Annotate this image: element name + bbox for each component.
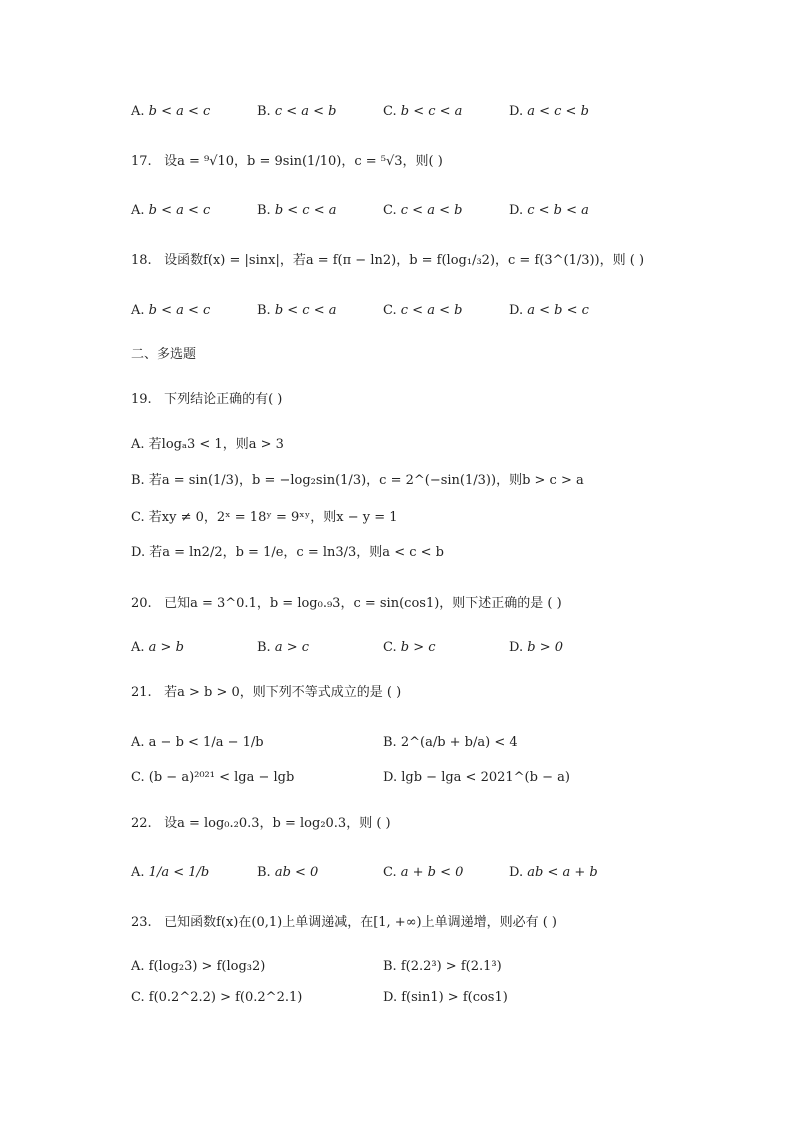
q23-option-b[interactable]: B. f(2.2³) > f(2.1³) <box>383 959 502 974</box>
q21-option-a[interactable]: A. a − b < 1/a − 1/b <box>131 735 264 750</box>
q22-stem: 22. 设a = log₀.₂0.3，b = log₂0.3，则 ( ) <box>131 816 391 831</box>
q17-stem: 17. 设a = ⁹√10，b = 9sin(1/10)，c = ⁵√3，则( ) <box>131 154 443 169</box>
q21-stem: 21. 若a > b > 0，则下列不等式成立的是 ( ) <box>131 685 402 700</box>
q18-option-b[interactable]: B. b < c < a <box>257 303 337 318</box>
q17-option-c[interactable]: C. c < a < b <box>383 203 463 218</box>
q17-option-d[interactable]: D. c < b < a <box>509 203 589 218</box>
q22-option-b[interactable]: B. ab < 0 <box>257 865 319 880</box>
q19-option-d[interactable]: D. 若a = ln2/2，b = 1/e，c = ln3/3，则a < c < b <box>131 545 444 560</box>
q16-option-d[interactable]: D. a < c < b <box>509 104 589 119</box>
q19-option-b[interactable]: B. 若a = sin(1/3)，b = −log₂sin(1/3)，c = 2^(−sin(1/3))，则b > c > a <box>131 473 584 488</box>
q20-option-b[interactable]: B. a > c <box>257 640 310 655</box>
q16-option-c[interactable]: C. b < c < a <box>383 104 463 119</box>
q20-stem: 20. 已知a = 3^0.1，b = log₀.₉3，c = sin(cos1)，则下述正确的是 ( ) <box>131 596 562 611</box>
q18-option-a[interactable]: A. b < a < c <box>131 303 211 318</box>
q21-option-b[interactable]: B. 2^(a/b + b/a) < 4 <box>383 735 518 750</box>
q23-stem: 23. 已知函数f(x)在(0,1)上单调递减，在[1, +∞)上单调递增，则必有 ( ) <box>131 915 558 930</box>
q17-option-b[interactable]: B. b < c < a <box>257 203 337 218</box>
q23-option-c[interactable]: C. f(0.2^2.2) > f(0.2^2.1) <box>131 990 303 1005</box>
q20-option-d[interactable]: D. b > 0 <box>509 640 563 655</box>
q22-option-d[interactable]: D. ab < a + b <box>509 865 598 880</box>
q19-option-c[interactable]: C. 若xy ≠ 0，2ˣ = 18ʸ = 9ˣʸ，则x − y = 1 <box>131 510 398 525</box>
q21-option-c[interactable]: C. (b − a)²⁰²¹ < lga − lgb <box>131 770 295 785</box>
q20-option-a[interactable]: A. a > b <box>131 640 184 655</box>
q23-option-d[interactable]: D. f(sin1) > f(cos1) <box>383 990 508 1005</box>
q19-stem: 19. 下列结论正确的有( ) <box>131 392 283 407</box>
q23-option-a[interactable]: A. f(log₂3) > f(log₃2) <box>131 959 266 974</box>
q22-option-a[interactable]: A. 1/a < 1/b <box>131 865 210 880</box>
q16-option-b[interactable]: B. c < a < b <box>257 104 337 119</box>
q20-option-c[interactable]: C. b > c <box>383 640 436 655</box>
q16-option-a[interactable]: A. b < a < c <box>131 104 211 119</box>
q17-option-a[interactable]: A. b < a < c <box>131 203 211 218</box>
q18-option-d[interactable]: D. a < b < c <box>509 303 589 318</box>
q19-option-a[interactable]: A. 若logₐ3 < 1，则a > 3 <box>131 437 284 452</box>
q22-option-c[interactable]: C. a + b < 0 <box>383 865 464 880</box>
section-title-multiple-choice: 二、多选题 <box>131 347 197 362</box>
q18-option-c[interactable]: C. c < a < b <box>383 303 463 318</box>
q18-stem: 18. 设函数f(x) = |sinx|，若a = f(π − ln2)，b = f(log₁/₃2)，c = f(3^(1/3))，则 ( ) <box>131 253 645 268</box>
q21-option-d[interactable]: D. lgb − lga < 2021^(b − a) <box>383 770 570 785</box>
